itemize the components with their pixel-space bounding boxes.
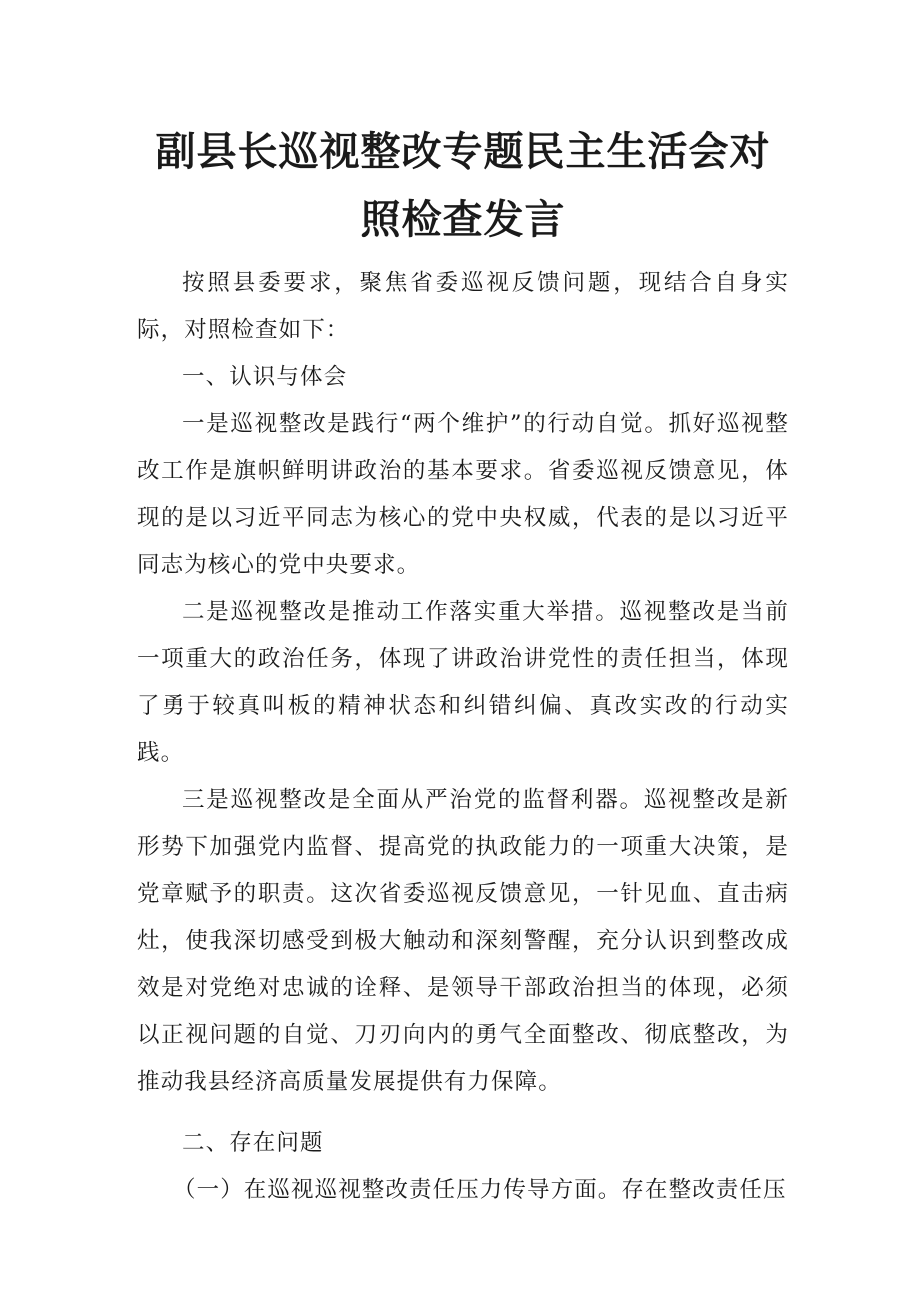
paragraph-point-1: 一是巡视整改是践行“两个维护”的行动自觉。抓好巡视整改工作是旗帜鲜明讲政治的基本要求。省委巡视反馈意见，体现的是以习近平同志为核心的党中央权威，代表的是以习近平同志为核心的党中央要求。	[137, 411, 789, 578]
subsection-1-text: （一）在巡视巡视整改责任压力传导方面。存在整改责任压	[173, 1177, 787, 1203]
title-line-1: 副县长巡视整改专题民主生活会对	[155, 129, 771, 175]
section-heading-problems: 二、存在问题	[182, 1130, 324, 1156]
document-title	[137, 118, 789, 254]
intro-paragraph: 按照县委要求，聚焦省委巡视反馈问题，现结合自身实际，对照检查如下：	[137, 270, 789, 343]
paragraph-point-2: 二是巡视整改是推动工作落实重大举措。巡视整改是当前一项重大的政治任务，体现了讲政治讲党性的责任担当，体现了勇于较真叫板的精神状态和纠错纠偏、真改实改的行动实践。	[137, 599, 789, 766]
section-heading-understanding: 一、认识与体会	[182, 364, 348, 390]
title-line-2: 照检查发言	[360, 197, 566, 243]
paragraph-point-3: 三是巡视整改是全面从严治党的监督利器。巡视整改是新形势下加强党内监督、提高党的执政能力的一项重大决策，是党章赋予的职责。这次省委巡视反馈意见，一针见血、直击病灶，使我深切感受到极大触动和深刻警醒，充分认识到整改成效是对党绝对忠诚的诠释、是领导干部政治担当的体现，必须以正视问题的自觉、刀刃向内的勇气全面整改、彻底整改，为推动我县经济高质量发展提供有力保障。	[137, 787, 789, 1095]
document-page	[137, 118, 789, 1214]
